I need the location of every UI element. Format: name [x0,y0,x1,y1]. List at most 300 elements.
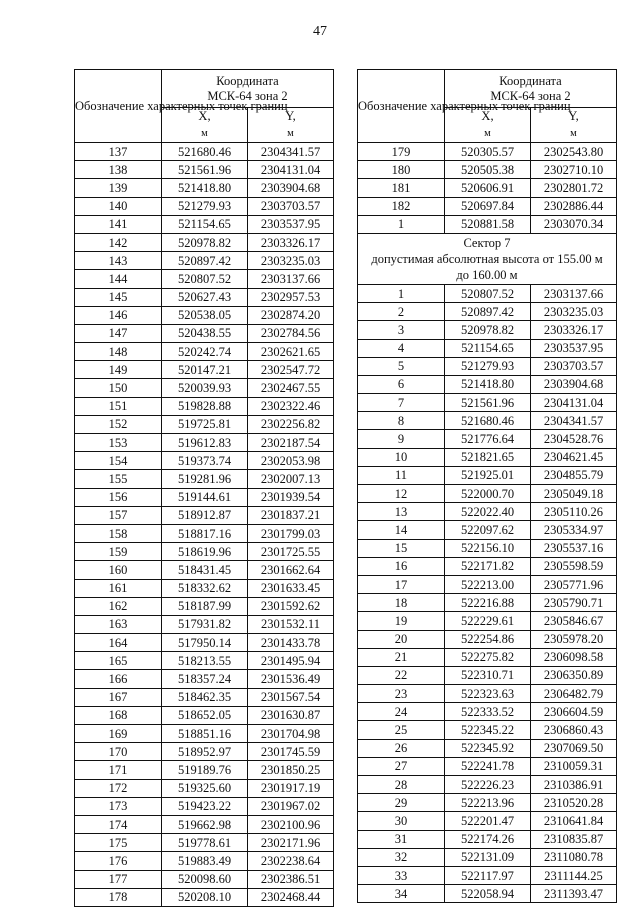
y-coordinate: 2303326.17 [531,321,617,339]
y-coordinate: 2303537.95 [531,339,617,357]
table-row [358,197,617,215]
table-row [75,197,334,215]
x-coordinate: 519373.74 [162,452,248,470]
y-coordinate: 2301633.45 [248,579,334,597]
table-row [358,303,617,321]
x-coordinate: 520505.38 [445,161,531,179]
point-number: 1 [358,284,445,302]
x-coordinate: 522216.88 [445,594,531,612]
point-number: 168 [75,706,162,724]
point-number: 169 [75,725,162,743]
point-number: 18 [358,594,445,612]
coordinates-table-left [74,69,334,907]
coordinate-zone: МСК-64 зона 2 [207,88,288,103]
point-number: 21 [358,648,445,666]
x-coordinate: 520978.82 [162,233,248,251]
table-row [75,179,334,197]
table-row [75,579,334,597]
point-number: 149 [75,361,162,379]
point-number: 5 [358,357,445,375]
point-number: 156 [75,488,162,506]
point-number: 167 [75,688,162,706]
point-number: 19 [358,612,445,630]
y-coordinate: 2301495.94 [248,652,334,670]
y-label: Y, [568,109,579,123]
table-row [75,597,334,615]
point-number: 152 [75,415,162,433]
x-coordinate: 520208.10 [162,888,248,906]
point-number: 143 [75,252,162,270]
table-row [358,375,617,393]
x-coordinate: 522345.92 [445,739,531,757]
point-number: 155 [75,470,162,488]
x-coordinate: 518912.87 [162,506,248,524]
point-number: 4 [358,339,445,357]
y-unit: м [570,128,577,139]
y-coordinate: 2302467.55 [248,379,334,397]
x-coordinate: 520897.42 [445,303,531,321]
y-coordinate: 2303235.03 [248,252,334,270]
table-row [358,703,617,721]
point-number: 139 [75,179,162,197]
table-row [358,575,617,593]
table-row [358,430,617,448]
y-coordinate: 2304341.57 [531,412,617,430]
point-number: 29 [358,794,445,812]
table-row [358,284,617,302]
x-coordinate: 522156.10 [445,539,531,557]
y-coordinate: 2303703.57 [248,197,334,215]
y-coordinate: 2301725.55 [248,543,334,561]
table-row [358,830,617,848]
point-number: 154 [75,452,162,470]
y-coordinate: 2303326.17 [248,233,334,251]
point-number: 161 [75,579,162,597]
x-coordinate: 519662.98 [162,815,248,833]
right-table-body-bottom [358,284,617,902]
point-number: 172 [75,779,162,797]
y-coordinate: 2302100.96 [248,815,334,833]
point-number: 180 [358,161,445,179]
x-coordinate: 517950.14 [162,634,248,652]
x-coordinate: 520606.91 [445,179,531,197]
y-coordinate: 2305846.67 [531,612,617,630]
point-number: 3 [358,321,445,339]
point-number: 141 [75,215,162,233]
point-number: 31 [358,830,445,848]
x-coordinate: 522201.47 [445,812,531,830]
table-row [358,648,617,666]
table-row [75,761,334,779]
table-row [75,561,334,579]
y-coordinate: 2303904.68 [248,179,334,197]
y-coordinate: 2311393.47 [531,885,617,903]
table-row [358,721,617,739]
coordinate-title: Координата [216,73,279,88]
y-coordinate: 2301567.54 [248,688,334,706]
table-row [75,452,334,470]
x-coordinate: 522241.78 [445,757,531,775]
point-number: 166 [75,670,162,688]
x-coordinate: 518952.97 [162,743,248,761]
point-number: 11 [358,466,445,484]
y-coordinate: 2301532.11 [248,615,334,633]
x-coordinate: 520807.52 [162,270,248,288]
y-coordinate: 2306350.89 [531,666,617,684]
table-row [75,306,334,324]
point-number: 25 [358,721,445,739]
x-coordinate: 520978.82 [445,321,531,339]
table-row [358,448,617,466]
y-coordinate: 2302187.54 [248,434,334,452]
table-row [75,324,334,342]
x-coordinate: 521561.96 [162,161,248,179]
y-coordinate: 2304528.76 [531,430,617,448]
x-coordinate: 521821.65 [445,448,531,466]
x-coordinate: 518619.96 [162,543,248,561]
x-coordinate: 520881.58 [445,215,531,233]
table-row [358,503,617,521]
y-coordinate: 2304131.04 [248,161,334,179]
y-coordinate: 2310386.91 [531,776,617,794]
point-number: 173 [75,797,162,815]
y-coordinate: 2302957.53 [248,288,334,306]
point-number: 34 [358,885,445,903]
table-row [75,506,334,524]
table-row [75,652,334,670]
y-coordinate: 2302710.10 [531,161,617,179]
x-coordinate: 520897.42 [162,252,248,270]
x-coordinate: 521418.80 [162,179,248,197]
x-coordinate: 520242.74 [162,343,248,361]
left-table-body [75,143,334,907]
y-coordinate: 2302621.65 [248,343,334,361]
x-coordinate: 520807.52 [445,284,531,302]
y-coordinate: 2303235.03 [531,303,617,321]
x-coordinate: 519612.83 [162,434,248,452]
point-number: 145 [75,288,162,306]
y-coordinate: 2301967.02 [248,797,334,815]
y-coordinate: 2310641.84 [531,812,617,830]
y-coordinate: 2302053.98 [248,452,334,470]
point-number: 181 [358,179,445,197]
x-coordinate: 517931.82 [162,615,248,633]
point-number: 144 [75,270,162,288]
table-row [75,634,334,652]
table-row [75,670,334,688]
x-coordinate: 522174.26 [445,830,531,848]
x-coordinate: 521925.01 [445,466,531,484]
y-coordinate: 2301433.78 [248,634,334,652]
point-number: 147 [75,324,162,342]
sector-title: Сектор 7 [463,235,511,250]
y-coordinate: 2304131.04 [531,394,617,412]
y-coordinate: 2302256.82 [248,415,334,433]
point-number: 137 [75,143,162,161]
x-coordinate: 522333.52 [445,703,531,721]
y-coordinate: 2302386.51 [248,870,334,888]
point-number: 158 [75,524,162,542]
point-number: 162 [75,597,162,615]
point-number: 151 [75,397,162,415]
x-unit: м [484,128,491,139]
x-coordinate: 521561.96 [445,394,531,412]
table-row [358,143,617,161]
y-coordinate: 2305771.96 [531,575,617,593]
table-row [358,394,617,412]
x-coordinate: 521154.65 [445,339,531,357]
x-coordinate: 519778.61 [162,834,248,852]
x-coordinate: 520627.43 [162,288,248,306]
y-coordinate: 2303137.66 [531,284,617,302]
point-number: 16 [358,557,445,575]
table-row [358,630,617,648]
coordinate-zone: МСК-64 зона 2 [490,88,571,103]
point-number: 6 [358,375,445,393]
point-number: 164 [75,634,162,652]
x-coordinate: 522226.23 [445,776,531,794]
table-row [75,870,334,888]
y-coordinate: 2305790.71 [531,594,617,612]
table-row [75,688,334,706]
y-coordinate: 2302874.20 [248,306,334,324]
point-number: 182 [358,197,445,215]
y-coordinate: 2310835.87 [531,830,617,848]
x-coordinate: 518357.24 [162,670,248,688]
table-row [358,412,617,430]
x-coordinate: 518213.55 [162,652,248,670]
x-coordinate: 522000.70 [445,485,531,503]
point-number: 30 [358,812,445,830]
table-row [75,161,334,179]
table-row [75,852,334,870]
y-coordinate: 2301536.49 [248,670,334,688]
point-number: 12 [358,485,445,503]
x-coordinate: 518851.16 [162,725,248,743]
x-coordinate: 521279.93 [445,357,531,375]
y-coordinate: 2303070.34 [531,215,617,233]
table-row [75,343,334,361]
y-coordinate: 2307069.50 [531,739,617,757]
y-coordinate: 2302468.44 [248,888,334,906]
x-coordinate: 522213.96 [445,794,531,812]
x-unit: м [201,128,208,139]
point-number: 174 [75,815,162,833]
y-coordinate: 2304855.79 [531,466,617,484]
table-row [358,357,617,375]
table-row [358,685,617,703]
point-number: 140 [75,197,162,215]
table-row [358,866,617,884]
x-coordinate: 521418.80 [445,375,531,393]
x-coordinate: 521680.46 [445,412,531,430]
point-number: 142 [75,233,162,251]
y-unit: м [287,128,294,139]
table-row [75,706,334,724]
x-coordinate: 519281.96 [162,470,248,488]
sector-row [358,233,617,284]
x-coordinate: 520147.21 [162,361,248,379]
x-coordinate: 519144.61 [162,488,248,506]
y-coordinate: 2302784.56 [248,324,334,342]
table-row [75,488,334,506]
y-coordinate: 2301799.03 [248,524,334,542]
y-coordinate: 2305110.26 [531,503,617,521]
sector-section [358,233,617,284]
x-coordinate: 519828.88 [162,397,248,415]
y-coordinate: 2303537.95 [248,215,334,233]
table-row [358,812,617,830]
sector-height-range-end: до 160.00 м [456,267,518,282]
table-row [75,434,334,452]
x-coordinate: 522022.40 [445,503,531,521]
table-row [358,594,617,612]
x-coordinate: 518652.05 [162,706,248,724]
x-coordinate: 522131.09 [445,848,531,866]
y-coordinate: 2305334.97 [531,521,617,539]
point-number: 13 [358,503,445,521]
x-coordinate: 522323.63 [445,685,531,703]
x-coordinate: 521279.93 [162,197,248,215]
point-number: 17 [358,575,445,593]
y-coordinate: 2301939.54 [248,488,334,506]
table-row [358,466,617,484]
x-label: X, [198,109,211,123]
x-coordinate: 522254.86 [445,630,531,648]
x-coordinate: 522213.00 [445,575,531,593]
y-coordinate: 2302543.80 [531,143,617,161]
table-row [75,397,334,415]
coordinate-title: Координата [499,73,562,88]
y-coordinate: 2301917.19 [248,779,334,797]
table-row [358,885,617,903]
x-coordinate: 518431.45 [162,561,248,579]
table-row [75,288,334,306]
point-designation-header: Обозначение характерных точек границ [358,70,445,143]
point-number: 160 [75,561,162,579]
y-coordinate: 2305537.16 [531,539,617,557]
table-row [358,794,617,812]
point-number: 150 [75,379,162,397]
point-number: 178 [75,888,162,906]
table-row [75,270,334,288]
y-coordinate: 2302801.72 [531,179,617,197]
x-coordinate: 519325.60 [162,779,248,797]
point-number: 176 [75,852,162,870]
x-coordinate: 520305.57 [445,143,531,161]
point-number: 28 [358,776,445,794]
x-coordinate: 518817.16 [162,524,248,542]
table-row [358,612,617,630]
sector-caption [358,233,617,284]
x-coordinate: 521680.46 [162,143,248,161]
point-number: 2 [358,303,445,321]
coordinates-table-right [357,69,617,903]
table-row [358,739,617,757]
y-coordinate: 2302171.96 [248,834,334,852]
right-table-body-top [358,143,617,234]
point-number: 33 [358,866,445,884]
point-number: 175 [75,834,162,852]
point-number: 179 [358,143,445,161]
table-row [75,543,334,561]
table-row [358,666,617,684]
point-number: 1 [358,215,445,233]
y-coordinate: 2305598.59 [531,557,617,575]
table-row [358,485,617,503]
y-label: Y, [285,109,296,123]
x-label: X, [481,109,494,123]
table-row [358,179,617,197]
y-coordinate: 2301630.87 [248,706,334,724]
point-number: 7 [358,394,445,412]
x-coordinate: 518332.62 [162,579,248,597]
y-coordinate: 2302547.72 [248,361,334,379]
x-coordinate: 522275.82 [445,648,531,666]
table-row [75,615,334,633]
table-row [75,524,334,542]
point-number: 10 [358,448,445,466]
point-number: 20 [358,630,445,648]
x-coordinate: 521154.65 [162,215,248,233]
table-row [358,539,617,557]
table-row [75,797,334,815]
y-coordinate: 2311080.78 [531,848,617,866]
x-coordinate: 519189.76 [162,761,248,779]
point-number: 23 [358,685,445,703]
point-number: 170 [75,743,162,761]
table-row [75,233,334,251]
x-coordinate: 522097.62 [445,521,531,539]
y-coordinate: 2302007.13 [248,470,334,488]
y-coordinate: 2301704.98 [248,725,334,743]
y-coordinate: 2306482.79 [531,685,617,703]
point-number: 8 [358,412,445,430]
x-coordinate: 520039.93 [162,379,248,397]
table-row [75,415,334,433]
x-coordinate: 522345.22 [445,721,531,739]
point-number: 165 [75,652,162,670]
x-coordinate: 519725.81 [162,415,248,433]
point-number: 148 [75,343,162,361]
y-coordinate: 2304341.57 [248,143,334,161]
y-coordinate: 2303703.57 [531,357,617,375]
y-coordinate: 2304621.45 [531,448,617,466]
table-row [75,379,334,397]
table-row [75,252,334,270]
table-row [75,215,334,233]
y-coordinate: 2302238.64 [248,852,334,870]
table-row [75,725,334,743]
x-coordinate: 518462.35 [162,688,248,706]
x-coordinate: 519423.22 [162,797,248,815]
x-coordinate: 520438.55 [162,324,248,342]
y-coordinate: 2306604.59 [531,703,617,721]
point-number: 9 [358,430,445,448]
sector-height-range: допустимая абсолютная высота от 155.00 м [371,251,603,266]
table-row [358,557,617,575]
y-coordinate: 2301745.59 [248,743,334,761]
table-row [358,161,617,179]
point-number: 177 [75,870,162,888]
page-number: 47 [313,24,327,39]
table-row [358,521,617,539]
x-coordinate: 522058.94 [445,885,531,903]
y-coordinate: 2305978.20 [531,630,617,648]
y-coordinate: 2306098.58 [531,648,617,666]
y-coordinate: 2303904.68 [531,375,617,393]
y-coordinate: 2301662.64 [248,561,334,579]
